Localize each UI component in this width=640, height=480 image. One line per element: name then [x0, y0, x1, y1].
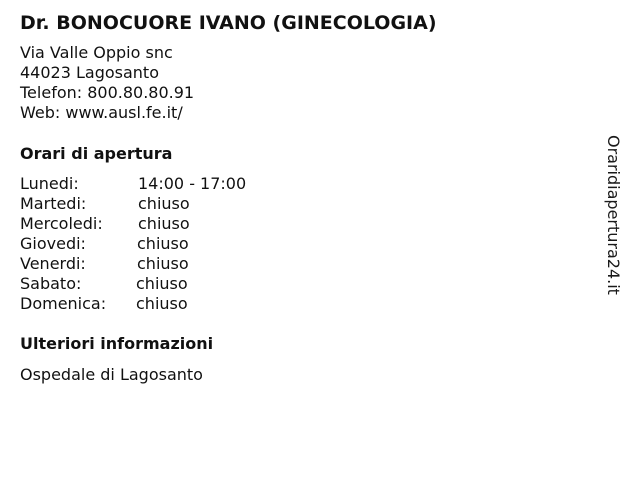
address-city: 44023 Lagosanto [20, 63, 159, 82]
phone-number: Telefon: 800.80.80.91 [20, 83, 195, 102]
website-link[interactable]: Web: www.ausl.fe.it/ [20, 103, 183, 122]
hours-row [20, 274, 320, 294]
hours-day: Lunedi: [20, 174, 79, 193]
hours-time: chiuso [138, 214, 190, 233]
more-info-text: Ospedale di Lagosanto [20, 365, 203, 384]
page-title: Dr. BONOCUORE IVANO (GINECOLOGIA) [20, 12, 437, 34]
address-block [20, 43, 194, 123]
site-watermark: Oraridiapertura24.it [604, 135, 623, 295]
hours-row [20, 214, 320, 234]
hours-time: chiuso [137, 254, 189, 273]
hours-time: chiuso [138, 194, 190, 213]
hours-time: chiuso [137, 234, 189, 253]
opening-hours-table [20, 174, 320, 314]
hours-row [20, 254, 320, 274]
hours-row [20, 234, 320, 254]
hours-day: Sabato: [20, 274, 82, 293]
opening-hours-heading: Orari di apertura [20, 144, 173, 163]
hours-day: Mercoledi: [20, 214, 103, 233]
more-info-heading: Ulteriori informazioni [20, 334, 214, 353]
hours-day: Martedi: [20, 194, 87, 213]
hours-day: Venerdi: [20, 254, 86, 273]
hours-row [20, 194, 320, 214]
hours-row [20, 174, 320, 194]
hours-day: Domenica: [20, 294, 107, 313]
hours-row [20, 294, 320, 314]
hours-day: Giovedi: [20, 234, 86, 253]
hours-time: 14:00 - 17:00 [138, 174, 247, 193]
hours-time: chiuso [136, 274, 188, 293]
address-street: Via Valle Oppio snc [20, 43, 173, 62]
hours-time: chiuso [136, 294, 188, 313]
